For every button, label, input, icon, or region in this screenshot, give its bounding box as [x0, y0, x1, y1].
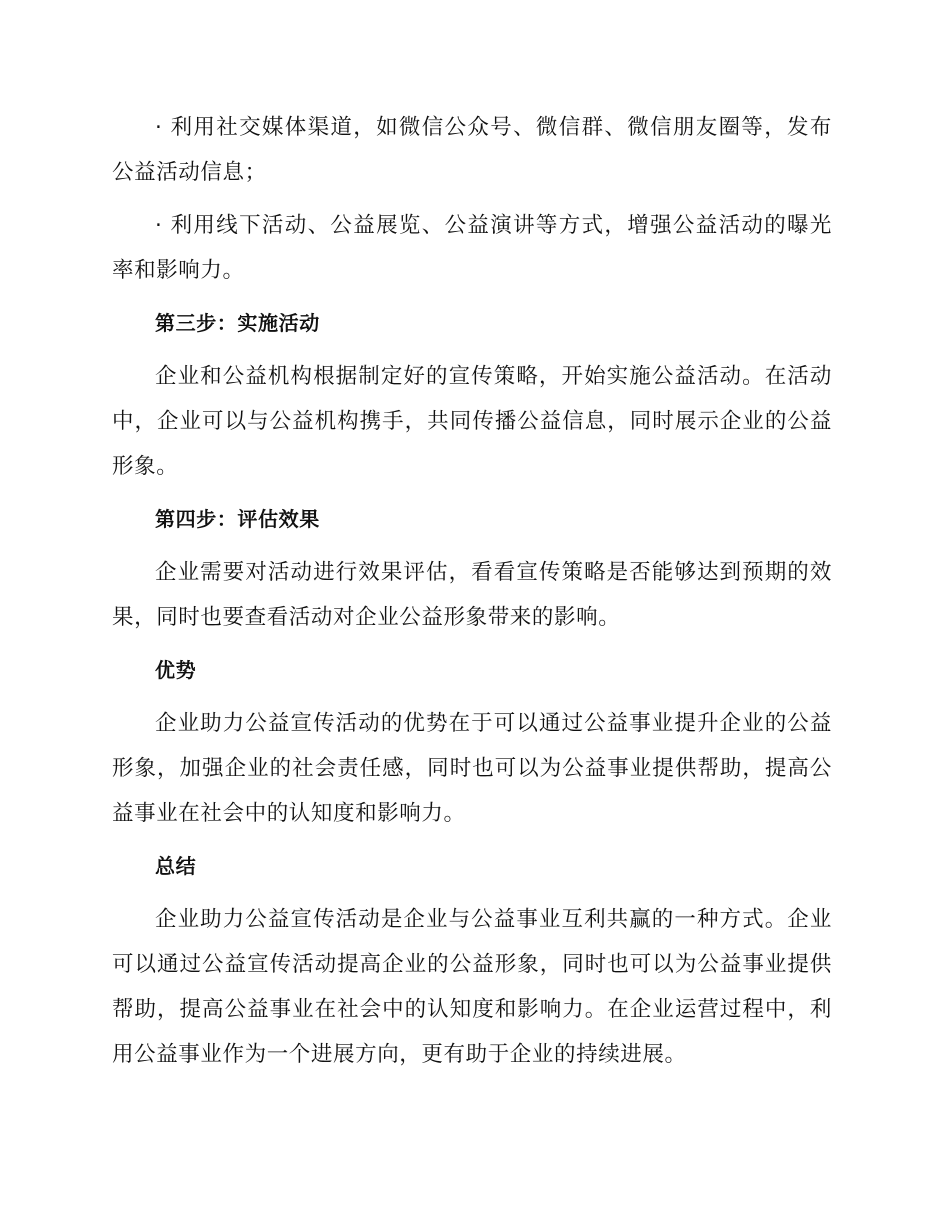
paragraph-summary: 企业助力公益宣传活动是企业与公益事业互利共赢的一种方式。企业可以通过公益宣传活动提高企业的公益形象，同时也可以为公益事业提供帮助，提高公益事业在社会中的认知度和影响力。在企业运营过程中，利用公益事业作为一个进展方向，更有助于企业的持续进展。	[112, 907, 832, 1067]
paragraph-advantages: 企业助力公益宣传活动的优势在于可以通过公益事业提升企业的公益形象，加强企业的社会责任感，同时也可以为公益事业提供帮助，提高公益事业在社会中的认知度和影响力。	[112, 711, 832, 826]
heading-summary: 总结	[155, 854, 197, 878]
bullet-offline-activities: · 利用线下活动、公益展览、公益演讲等方式，增强公益活动的曝光率和影响力。	[112, 213, 832, 283]
paragraph-step-four: 企业需要对活动进行效果评估，看看宣传策略是否能够达到预期的效果，同时也要查看活动对企业公益形象带来的影响。	[112, 560, 832, 630]
bullet-social-media: · 利用社交媒体渠道，如微信公众号、微信群、微信朋友圈等，发布公益活动信息；	[112, 115, 832, 185]
document-body	[112, 105, 832, 1085]
heading-advantages: 优势	[155, 658, 197, 682]
paragraph-step-three: 企业和公益机构根据制定好的宣传策略，开始实施公益活动。在活动中，企业可以与公益机构携手，共同传播公益信息，同时展示企业的公益形象。	[112, 364, 832, 479]
heading-step-three: 第三步：实施活动	[155, 311, 320, 335]
heading-step-four: 第四步：评估效果	[155, 507, 320, 531]
